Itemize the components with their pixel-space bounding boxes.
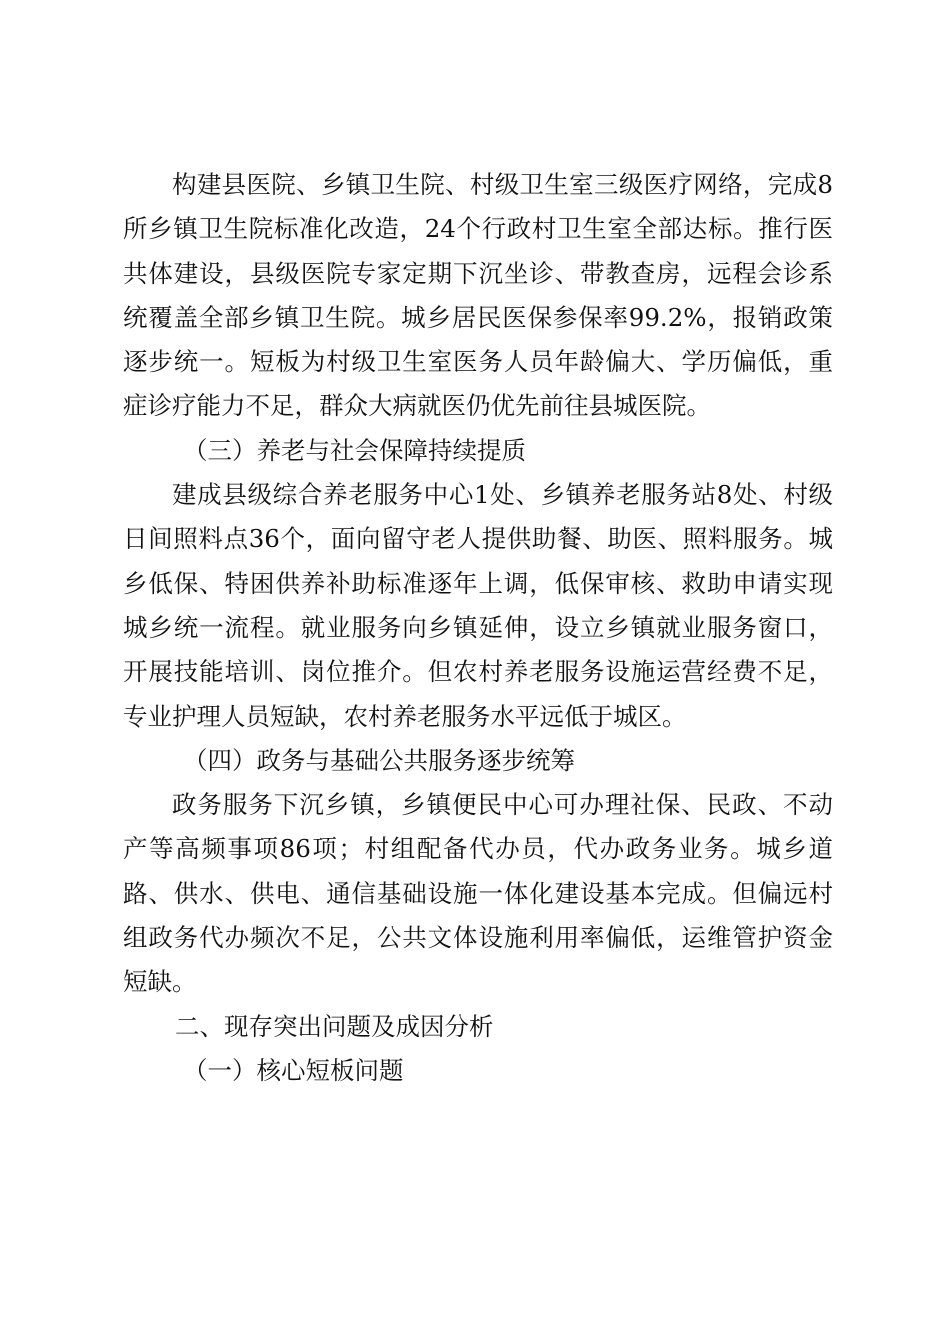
heading-section-two-problems: 二、现存突出问题及成因分析 [175, 1011, 494, 1041]
heading-government-public-services: （四）政务与基础公共服务逐步统筹 [183, 745, 575, 775]
heading-elderly-care-social-security: （三）养老与社会保障持续提质 [183, 435, 526, 465]
paragraph-medical-network: 构建县医院、乡镇卫生院、村级卫生室三级医疗网络，完成8所乡镇卫生院标准化改造，24个行政村卫生室全部达标。推行医共体建设，县级医院专家定期下沉坐诊、带教查房，远程会诊系统覆盖全部乡镇卫生院。城乡居民医保参保率99.2%，报销政策逐步统一。短板为村级卫生室医务人员年龄偏大、学历偏低，重症诊疗能力不足，群众大病就医仍优先前往县城医院。 [123, 170, 833, 421]
paragraph-elderly-care: 建成县级综合养老服务中心1处、乡镇养老服务站8处、村级日间照料点36个，面向留守老人提供助餐、助医、照料服务。城乡低保、特困供养补助标准逐年上调，低保审核、救助申请实现城乡统一流程。就业服务向乡镇延伸，设立乡镇就业服务窗口，开展技能培训、岗位推介。但农村养老服务设施运营经费不足，专业护理人员短缺，农村养老服务水平远低于城区。 [123, 480, 833, 731]
heading-core-shortcomings: （一）核心短板问题 [183, 1055, 404, 1085]
document-body [123, 163, 833, 1093]
paragraph-government-services: 政务服务下沉乡镇，乡镇便民中心可办理社保、民政、不动产等高频事项86项；村组配备代办员，代办政务业务。城乡道路、供水、供电、通信基础设施一体化建设基本完成。但偏远村组政务代办频次不足，公共文体设施利用率偏低，运维管护资金短缺。 [123, 790, 833, 997]
